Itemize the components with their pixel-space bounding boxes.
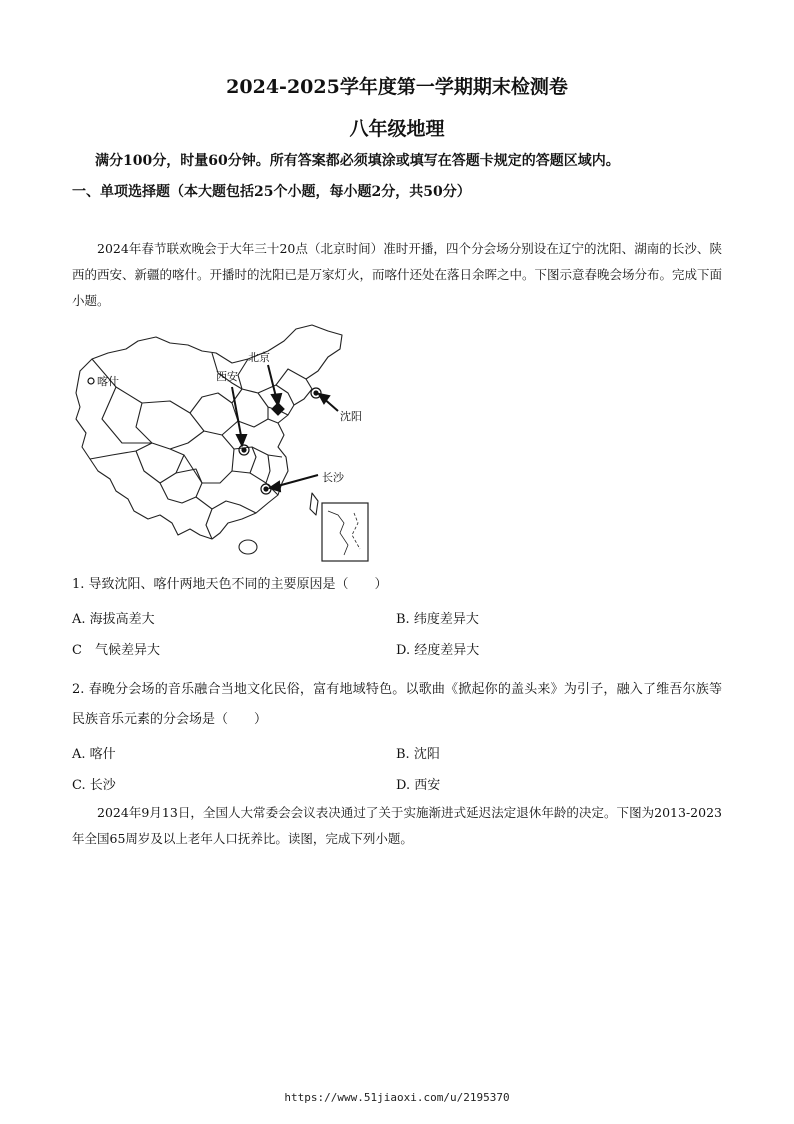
label-changsha: 长沙 — [322, 471, 344, 484]
changsha-arrow — [274, 475, 318, 487]
question-2-option-d[interactable]: D. 西安 — [396, 778, 441, 793]
question-2-option-a[interactable]: A. 喀什 — [72, 747, 116, 762]
page-title: 2024-2025学年度第一学期期末检测卷 — [226, 76, 568, 98]
exam-notice: 满分100分，时量60分钟。所有答案都必须填涂或填写在答题卡规定的答题区域内。 — [95, 153, 620, 169]
passage-2: 2024年9月13日，全国人大常委会会议表决通过了关于实施渐进式延迟法定退休年龄的决定。下图为2013-2023年全国65周岁及以上老年人口抚养比。读图，完成下列小题。 — [72, 805, 722, 846]
passage-1: 2024年春节联欢晚会于大年三十20点（北京时间）准时开播，四个分会场分别设在辽宁的沈阳、湖南的长沙、陕西的西安、新疆的喀什。开播时的沈阳已是万家灯火，而喀什还处在落日余晖之中。下图示意春晚会场分布。完成下面小题。 — [72, 241, 723, 308]
question-2-stem: 2. 春晚分会场的音乐融合当地文化民俗，富有地域特色。以歌曲《掀起你的盖头来》为引子，融入了维吾尔族等民族音乐元素的分会场是（ ） — [72, 682, 722, 727]
question-1-option-c[interactable]: C 气候差异大 — [72, 643, 160, 658]
question-1-stem: 1. 导致沈阳、喀什两地天色不同的主要原因是（ ） — [72, 577, 388, 592]
label-kashgar: 喀什 — [97, 375, 119, 388]
kashgar-marker — [88, 378, 94, 384]
label-xian: 西安 — [216, 370, 238, 383]
page-subtitle: 八年级地理 — [349, 118, 445, 140]
label-beijing: 北京 — [248, 351, 270, 364]
section-heading: 一、单项选择题（本大题包括25个小题，每小题2分，共50分） — [72, 184, 471, 200]
question-1-option-a[interactable]: A. 海拔高差大 — [72, 612, 155, 627]
label-shenyang: 沈阳 — [340, 410, 362, 423]
changsha-marker — [261, 484, 271, 494]
question-2-option-b[interactable]: B. 沈阳 — [396, 747, 440, 762]
china-venue-map — [72, 323, 382, 565]
footer-url[interactable]: https://www.51jiaoxi.com/u/2195370 — [284, 1091, 510, 1104]
xian-marker — [239, 445, 249, 455]
question-1-option-d[interactable]: D. 经度差异大 — [396, 643, 480, 658]
question-2-option-c[interactable]: C. 长沙 — [72, 778, 116, 793]
south-china-sea-inset — [322, 503, 368, 561]
question-1-option-b[interactable]: B. 纬度差异大 — [396, 612, 479, 627]
